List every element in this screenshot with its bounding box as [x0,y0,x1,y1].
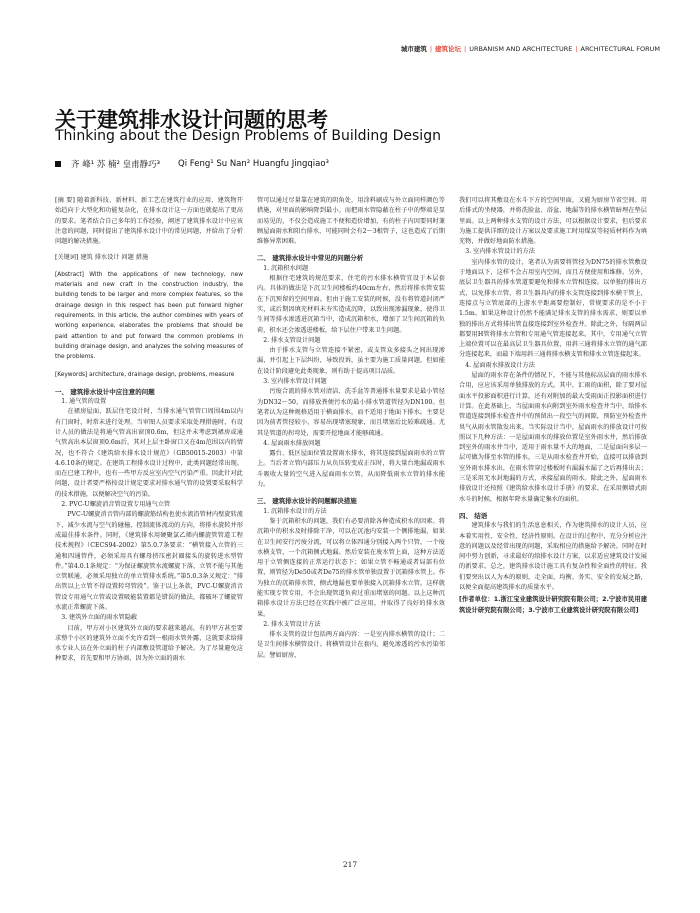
header-cn: 城市建筑 [400,45,427,53]
col2-paragraph: 根据住宅建筑的规范要求，住宅的污水排水横管宜设于本层套内。具体的做法是下沉卫生间楼板约40cm左右，然后将排水管安装在下沉预留的空间里面。但由于施工安装的时候，没有将管道封闭严实，或后期因填充材料未夯实造成沉降，以致出现渗漏现象，使得卫生间等排水渗透进沉箱当中，造成沉箱积水，增加了卫生间沉箱的负荷，积水还会渗透进楼板，给下层住户带来卫生问题。 [257,275,445,334]
col3-paragraph: [作者单位：1.浙江宝业建筑设计研究院有限公司；2.宁波市民用建筑设计研究院有限公司；3.宁波市工业建筑设计研究院有限公司] [459,596,647,614]
authors-cn: 齐 峰¹ 苏 楠² 皇甫静巧³ [71,160,161,170]
column-3 [459,196,647,876]
journal-header: 城市建筑 | 建筑论坛 | URBANISM AND ARCHITECTURE | ARCHITECTURAL FORUM [400,45,660,53]
authors-en: Qi Feng¹ Su Nan² Huangfu Jingqiao³ [178,159,329,169]
col2-paragraph: 鉴于沉箱积水的问题，我们有必要消除各种造成积水的因素。将沉箱中的积水及时排除干净，可以在沉池内安装一个侧排地漏，如果在卫生间安行污废分流，可以将立体四通分别接入两个只管，一个废水横支管，一个沉箱侧式地漏。然后安装在废水管上面，这种方法适用于立管侧连接的正常运行状态下；如果立管不畅通或者局部有位置，则管径为De50或者De75的排水管单独设置于沉箱排水管上。作为独立的沉箱排水管，侧式地漏也要单独接入沉箱排水立管。这样就能实现专管专用，不会出现管道负荷过重而堵塞的问题。以上这种沉箱排水设计方法已经在实践中被广泛应用，并取得了良好的排水效果。 [257,517,445,618]
col2-paragraph: 露台、低区屋面位置设置雨水排水，将其连接到屋面雨水的立管上。当后者立管内部压力从负压转变成正压时，将大量台地漏或雨水斗吸收大量的空气进入屋面雨水立管，从而降低雨水立管的排水能力。 [257,450,445,489]
col1-paragraph: 在裙房屋面、跃层住宅设计时，当排水通气管管口周围4m以内有门窗时，时常未进行处理。当审图人员要求采取处理措施时，有设计人员的做法是将通气管高出窗顶0.6m，但这并未考虑到裙房或通气管高出本层窗顶0.6m后，其对上层主卧窗口又在4m范围以内的情况，也不符合《建筑给水排水设计规范》（GB50015-2003）中第4.6.10条的规定。在建筑工程排水设计过程中，此类问题经常出现。而在已建工程中，也有一些甲方反应室内空气污染严重。因此针对此问题，设计者要严格按设计规定要求对排水通气管的设置要采取科学的技术措施，以便解决空气的污染。 [55,408,243,498]
title-cn: 关于建筑排水设计问题的思考 [55,108,328,132]
col1-paragraph: [关键词] 建筑 排水设计 问题 措施 [55,254,149,262]
col2-paragraph: 3. 室内排水管设计问题 [263,378,327,386]
col1-paragraph: 一、 建筑排水设计中应注意的问题 [55,387,155,396]
column-1 [55,196,243,876]
col1-paragraph: 3. 建筑外立面的雨水管隐蔽 [61,614,138,622]
col1-paragraph: 目前，甲方对小区建筑外立面的要求越来越高，有的甲方甚至要求整个小区的建筑外立面不允许看到一根雨水管外露，这就要求给排水专业人员在外立面的柱子内部敷设管道给予解决。为了尽量避免这种要求，首先要和甲方协商，因为外立面的雨水 [55,624,243,663]
header-cn-2: 建筑论坛 [435,45,462,53]
col3-paragraph: 我们可以将其敷设在水斗下方的空间里面，又能为厨房节省空间。用后排式的坐便器，并将洗脸盆、浴盆、地漏等的排水横管暗埋在垫层里面。以上两种排水支管的设计方法，可以根据设计要求，但后要求为施工提供详细的设计方案以及要求施工时用煤炭等轻质材料作为填充物，并做好地面防水措施。 [459,197,647,246]
header-en-2: ARCHITECTURAL FORUM [580,45,660,53]
column-2 [257,196,445,876]
col3-paragraph: 3. 室内排水管设计的方法 [465,248,535,256]
col2-paragraph: 三、 建筑排水设计的问题解决措施 [257,497,357,506]
title-en: Thinking about the Design Problems of Building Design [55,128,441,144]
col2-paragraph: 1. 沉箱排水设计的方法 [263,507,327,515]
col3-paragraph: 4. 屋面雨水排放设计方法 [465,361,535,369]
col3-paragraph: 室内排水管的设计，笔者认为需要将管径为DN75的排水管敷设于地面以下，这样不会占用室内空间，而且方便使用和维修。另外，底层卫生器具的排水管道要避免和排水立管相连接。以单独的排出方式，以免排水立管，将卫生器具内的排水支管连接到排水横干管上，连接点与立管底部的上游水平距离要控制好，常规要求的是不小于1.5m。如果这种设计仍然不能满足排水支管的排水需求，则要以单独的排出方式将排出管直接连接到室外检查井。除此之外，每隔两层都要用H管将排水立管和专用通气管连接起来。其中，专用通气立管上端位置可以在最高层卫生器具位置，用斜三通将排水立管的通气部分连接起来，而最下端用斜三通将排水横支管和排水立管连接起来。 [459,258,647,359]
col1-paragraph: 1. 通气管的设置 [61,398,107,406]
col1-paragraph: [Abstract] With the applications of new technology, new materials and new craft in the construction industry, the building tends to be larger and more complex features, so the drainage design in this respect has been put forward higher requirements. In this article, the author combines with years of working experience, elaborates the problems that should be paid attention to and put forward the common problems in building drainage design, and analyzes the solving measures of the problems. [55,271,243,361]
col2-paragraph: 污废合流的排水管对清洁、洗手盆等普通排水量要求是最小管径为DN32～50，而排放粪便污水的最小排水管道管径为DN100。但笔者认为这种规格适用于横面排水，而不适用于地面下排水。主要是因为前者管径较小，容易出现堵塞现象，而且堵塞后比较难疏通。尤其是管道的拐弯处，需要开挖地面才能够疏通。 [257,388,445,437]
col2-paragraph: 2. 排水支管设计问题 [263,336,321,344]
col1-paragraph: 2. PVC-U螺旋消音管设置专用通气立管 [61,501,171,509]
col3-paragraph: 四、 结语 [459,511,488,520]
author-line [55,158,329,170]
col2-paragraph: 由于排水支管与立管连接不紧密，或支管众多接头之间出现渗漏，并引起上下层纠纷，导致投诉，虽主要为施工质量问题，但如能在设计阶段避免此类现象，则有助于提高项目品质。 [257,347,445,375]
col1-paragraph: [摘 要] 随着新科技、新材料、新工艺在建筑行业的应用，建筑物开始趋向于大型化和功能复杂化，在排水设计这一方面也就提出了更高的要求。笔者结合自己多年的工作经验，阐述了建筑排水设计中应该注意的问题，同时提出了建筑排水设计中的常见问题，并给出了分析问题的解决措施。 [55,197,243,246]
col2-paragraph: 4. 屋面雨水排放问题 [263,439,321,447]
col1-paragraph: PVC-U螺旋消音管内部的螺旋筋结构也使水流沿管材内壁旋转流下，减少水流与空气的碰撞，控制流体流动的方向，将排水旋转并形成最佳排水条件。同时，《建筑排水用硬聚氯乙烯内螺旋管管道工程技术规程》（CECS94-2002）第5.0.7条要求：“横管接入立管的三通和四通管件，必须采用具有螺母挤压密封圈接头的旋转进水型管件。”第4.0.1条规定：“为保证螺旋管水流螺旋下落，立管不能与其他立管联通，必须采用独立的单立管排水系统。”第5.0.3条又规定：“排出管以上立管不得设置转弯管段”。鉴于以上条款，PVC-U螺旋消音管设专用通气立管或设置吸能装置都是错误的做法，都破坏了螺旋管水流正常螺旋下落。 [55,511,243,611]
col3-paragraph: 屋面的雨水存在条件的情况下，不能与其他标高层面的雨水排水合用，应应该采用单独排放的方式。其中，汇雨的面积，除了要对屋面水平投影面积进行计算，还有对附加的最大受雨面正投影面积进行计算。在此基础上，当屋面雨水向附到室外雨水检查井当中，给排水管道连接到排水检查井中的预留出一段空气的间隙，预防室外检查井臭气从雨水管散发出来。当实际设计当中，屋面雨水的排放设计可按照以下几种方法：一是屋面雨水的排放位置是室外雨水井，然后排放到室外的雨水井当中，适用于雨水量不大的地面，二是屋面向多层一层可做为排至水管的排水，三是从雨水检查井开始，直接可以排放到室外雨水排水出，在雨水管穿过楼板时有漏漏水漏了之后再排出去；三是采用无水封地漏的方式，承接屋面的雨水。除此之外，屋面雨水排放设计还按照《建筑给水排水设计手册》的要求，在采用侧墙式雨水斗的时候，根据年降水量确定集水的面积。 [459,372,647,503]
col2-paragraph: 管可以通过尽量靠在建筑的阴角处，用涂料刷成与外立面同样颜色等措施，对里面的影响降到最小。而把雨水管隐蔽在柱子中的弊端是显而易见的，不仅会造成施工不便和造价增加，有的柱子内因要同时兼顾屋面雨水和阳台排水，可能同时会有2～3根管子，这也造成了后期维修异常困难。 [257,197,445,246]
col2-paragraph: 2. 排水支管设计方法 [263,620,321,628]
col1-paragraph: [Keywords] architecture, drainage design, problems, measure [55,372,235,379]
col2-paragraph: 1. 沉箱积水问题 [263,264,309,272]
bullet-square-icon [55,161,61,167]
page-number: 217 [342,860,358,869]
col3-paragraph: 建筑排水与我们的生活息息相关，作为建筑排水的设计人员，应本着实用性、安全性、经济性原则。在设计的过程中，充分分析应注意的问题以及经常出现的问题，采取相应的措施给予解决。同时在时间中努力创新，寻求最好的给排水设计方案，以求适应建筑设计发展的新要求。总之，建筑排水设计施工具有复杂性和全面性的特征。我们要突出以人为本的原则，走全面、均衡、务实、安全的发展之路，以便全面提高建筑排水的质量水平。 [459,522,647,591]
col2-paragraph: 二、 建筑排水设计中常见的问题分析 [257,254,364,263]
header-en-1: URBANISM AND ARCHITECTURE [469,45,573,53]
col2-paragraph: 排水支管的设计包括两方面内容：一是室内排水横管的设计；二是卫生间排水横管设计。将横管设计在套内，避免渗透的污水污染邻层。譬如厨房， [257,631,445,659]
